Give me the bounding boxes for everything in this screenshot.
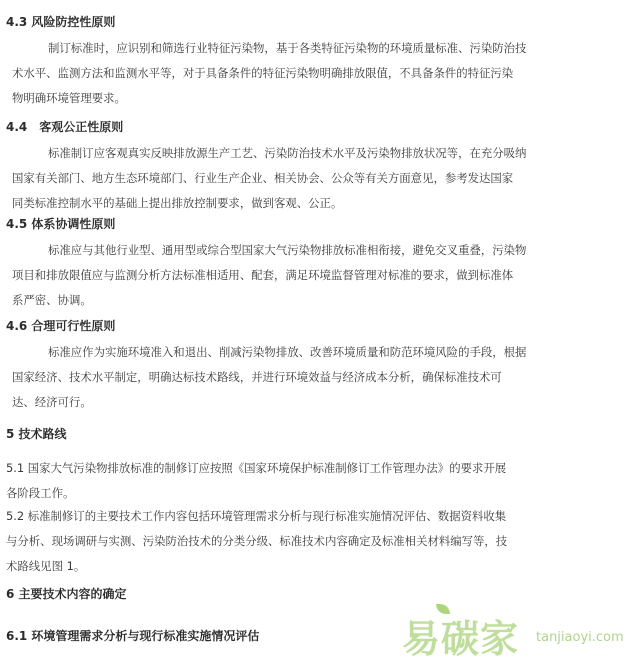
paragraph-line: 各阶段工作。 bbox=[6, 486, 75, 500]
paragraph-line: 与分析、现场调研与实测、污染防治技术的分类分级、标准技术内容确定及标准相关材料编写等，技 bbox=[6, 534, 508, 548]
watermark-brand: 易碳家 bbox=[402, 617, 520, 661]
section-heading-4-4: 4.4 客观公正性原则 bbox=[6, 120, 124, 134]
paragraph-line: 国家经济、技术水平制定，明确达标技术路线，并进行环境效益与经济成本分析，确保标准技术可 bbox=[12, 370, 502, 384]
section-heading-5: 5 技术路线 bbox=[6, 427, 67, 441]
paragraph-line: 系严密、协调。 bbox=[12, 293, 92, 307]
section-paragraph-4-6 bbox=[12, 340, 590, 415]
section-heading-6: 6 主要技术内容的确定 bbox=[6, 587, 127, 601]
paragraph-line: 达、经济可行。 bbox=[12, 395, 92, 409]
paragraph-line: 物明确环境管理要求。 bbox=[12, 91, 126, 105]
section-heading-4-5: 4.5 体系协调性原则 bbox=[6, 217, 116, 231]
paragraph-line: 5.1 国家大气污染物排放标准的制修订应按照《国家环境保护标准制修订工作管理办法》的要求开展 bbox=[6, 461, 507, 475]
section-paragraph-5-2 bbox=[6, 504, 584, 579]
section-heading-6-1: 6.1 环境管理需求分析与现行标准实施情况评估 bbox=[6, 629, 260, 643]
paragraph-line: 术水平、监测方法和监测水平等，对于具备条件的特征污染物明确排放限值，不具备条件的特征污染 bbox=[12, 66, 514, 80]
section-heading-4-6: 4.6 合理可行性原则 bbox=[6, 319, 116, 333]
paragraph-line: 5.2 标准制修订的主要技术工作内容包括环境管理需求分析与现行标准实施情况评估、数据资料收集 bbox=[6, 509, 507, 523]
section-paragraph-4-3 bbox=[12, 36, 590, 111]
section-heading-4-3: 4.3 风险防控性原则 bbox=[6, 15, 116, 29]
paragraph-line: 标准应作为实施环境准入和退出、削减污染物排放、改善环境质量和防范环境风险的手段，根据 bbox=[48, 345, 527, 359]
paragraph-line: 项目和排放限值应与监测分析方法标准相适用、配套，满足环境监督管理对标准的要求，做到标准体 bbox=[12, 268, 514, 282]
paragraph-line: 制订标准时，应识别和筛选行业特征污染物，基于各类特征污染物的环境质量标准、污染防治技 bbox=[48, 41, 527, 55]
section-paragraph-5-1 bbox=[6, 456, 584, 506]
section-paragraph-4-4 bbox=[12, 141, 590, 216]
paragraph-line: 同类标准控制水平的基础上提出排放控制要求，做到客观、公正。 bbox=[12, 196, 343, 210]
watermark-logo bbox=[402, 604, 624, 661]
section-paragraph-4-5 bbox=[12, 238, 590, 313]
paragraph-line: 国家有关部门、地方生态环境部门、行业生产企业、相关协会、公众等有关方面意见，参考发达国家 bbox=[12, 171, 514, 185]
paragraph-line: 标准制订应客观真实反映排放源生产工艺、污染防治技术水平及污染物排放状况等，在充分吸纳 bbox=[48, 146, 527, 160]
paragraph-line: 标准应与其他行业型、通用型或综合型国家大气污染物排放标准相衔接，避免交叉重叠，污染物 bbox=[48, 243, 527, 257]
watermark-url: tanjiaoyi.com bbox=[536, 630, 624, 645]
paragraph-line: 术路线见图 1。 bbox=[6, 559, 86, 573]
